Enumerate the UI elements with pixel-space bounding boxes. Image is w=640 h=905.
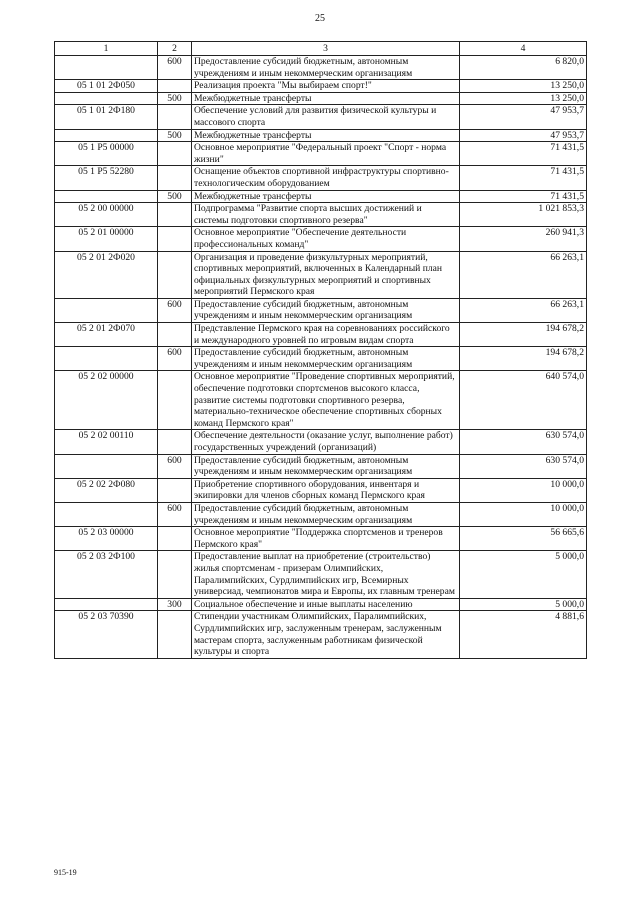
cell-sum: 630 574,0 — [460, 430, 587, 454]
cell-code: 05 2 03 2Ф100 — [55, 551, 158, 598]
cell-code: 05 1 P5 52280 — [55, 166, 158, 190]
cell-code — [55, 502, 158, 526]
table-row — [55, 142, 587, 166]
cell-expense-type — [158, 430, 192, 454]
cell-sum: 71 431,5 — [460, 166, 587, 190]
cell-name: Предоставление выплат на приобретение (строительство) жилья спортсменам - призерам Олимпийских, Паралимпийских, Сурдлимпийских игр, Всемирных универсиад, чемпионатов мира и Европы, их главным тренерам — [192, 551, 460, 598]
budget-table — [54, 41, 587, 659]
cell-sum: 71 431,5 — [460, 142, 587, 166]
table-row — [55, 527, 587, 551]
table-row — [55, 430, 587, 454]
cell-sum: 66 263,1 — [460, 298, 587, 322]
cell-expense-type: 500 — [158, 92, 192, 105]
table-row — [55, 203, 587, 227]
cell-code — [55, 298, 158, 322]
cell-name: Приобретение спортивного оборудования, инвентаря и экипировки для членов сборных команд Пермского края — [192, 478, 460, 502]
cell-sum: 1 021 853,3 — [460, 203, 587, 227]
cell-code: 05 2 01 00000 — [55, 227, 158, 251]
table-header — [55, 42, 587, 56]
cell-expense-type — [158, 142, 192, 166]
cell-name: Основное мероприятие "Обеспечение деятельности профессиональных команд" — [192, 227, 460, 251]
cell-sum: 10 000,0 — [460, 478, 587, 502]
cell-expense-type — [158, 251, 192, 298]
table-row — [55, 478, 587, 502]
cell-sum: 194 678,2 — [460, 323, 587, 347]
cell-expense-type — [158, 527, 192, 551]
cell-sum: 6 820,0 — [460, 56, 587, 80]
cell-expense-type: 600 — [158, 454, 192, 478]
page-number: 25 — [315, 13, 325, 24]
cell-code: 05 2 01 2Ф070 — [55, 323, 158, 347]
cell-name: Межбюджетные трансферты — [192, 129, 460, 142]
cell-code: 05 1 P5 00000 — [55, 142, 158, 166]
table-row — [55, 166, 587, 190]
table-row — [55, 598, 587, 611]
cell-name: Предоставление субсидий бюджетным, автономным учреждениям и иным некоммерческим организациям — [192, 502, 460, 526]
cell-sum: 640 574,0 — [460, 371, 587, 430]
cell-sum: 13 250,0 — [460, 92, 587, 105]
column-header-3: 3 — [192, 42, 460, 56]
cell-name: Межбюджетные трансферты — [192, 92, 460, 105]
cell-name: Социальное обеспечение и иные выплаты населению — [192, 598, 460, 611]
cell-sum: 260 941,3 — [460, 227, 587, 251]
cell-name: Основное мероприятие "Поддержка спортсменов и тренеров Пермского края" — [192, 527, 460, 551]
table-row — [55, 347, 587, 371]
table-row — [55, 551, 587, 598]
cell-expense-type — [158, 611, 192, 658]
header-row — [55, 42, 587, 56]
cell-expense-type — [158, 203, 192, 227]
cell-sum: 5 000,0 — [460, 551, 587, 598]
cell-name: Представление Пермского края на соревнованиях российского и международного уровней по игровым видам спорта — [192, 323, 460, 347]
cell-code: 05 2 01 2Ф020 — [55, 251, 158, 298]
cell-code — [55, 190, 158, 203]
cell-code — [55, 454, 158, 478]
cell-code — [55, 129, 158, 142]
cell-sum: 5 000,0 — [460, 598, 587, 611]
cell-expense-type: 600 — [158, 56, 192, 80]
cell-code: 05 1 01 2Ф180 — [55, 105, 158, 129]
table-row — [55, 227, 587, 251]
cell-code: 05 2 03 00000 — [55, 527, 158, 551]
table-row — [55, 105, 587, 129]
cell-expense-type — [158, 371, 192, 430]
cell-expense-type: 600 — [158, 502, 192, 526]
cell-code: 05 2 02 00000 — [55, 371, 158, 430]
cell-sum: 47 953,7 — [460, 105, 587, 129]
cell-name: Организация и проведение физкультурных мероприятий, спортивных мероприятий, включенных в Календарный план официальных физкультурных мероприятий и спортивных мероприятий Пермского края — [192, 251, 460, 298]
cell-name: Обеспечение условий для развития физической культуры и массового спорта — [192, 105, 460, 129]
cell-expense-type — [158, 80, 192, 93]
cell-sum: 47 953,7 — [460, 129, 587, 142]
cell-code — [55, 347, 158, 371]
cell-expense-type — [158, 227, 192, 251]
cell-name: Стипендии участникам Олимпийских, Паралимпийских, Сурдлимпийских игр, заслуженным тренерам, заслуженным мастерам спорта, заслуженным работникам физической культуры и спорта — [192, 611, 460, 658]
cell-expense-type: 500 — [158, 129, 192, 142]
cell-name: Предоставление субсидий бюджетным, автономным учреждениям и иным некоммерческим организациям — [192, 298, 460, 322]
cell-expense-type: 300 — [158, 598, 192, 611]
cell-sum: 194 678,2 — [460, 347, 587, 371]
cell-code: 05 2 02 00110 — [55, 430, 158, 454]
table-row — [55, 371, 587, 430]
table-row — [55, 92, 587, 105]
cell-name: Предоставление субсидий бюджетным, автономным учреждениям и иным некоммерческим организациям — [192, 347, 460, 371]
cell-sum: 56 665,6 — [460, 527, 587, 551]
table-row — [55, 454, 587, 478]
table-row — [55, 502, 587, 526]
cell-expense-type: 600 — [158, 298, 192, 322]
table-row — [55, 80, 587, 93]
table-row — [55, 251, 587, 298]
table-row — [55, 129, 587, 142]
cell-code — [55, 92, 158, 105]
column-header-1: 1 — [55, 42, 158, 56]
cell-sum: 71 431,5 — [460, 190, 587, 203]
cell-name: Основное мероприятие "Федеральный проект "Спорт - норма жизни" — [192, 142, 460, 166]
cell-name: Обеспечение деятельности (оказание услуг, выполнение работ) государственных учреждений (организаций) — [192, 430, 460, 454]
cell-code: 05 2 03 70390 — [55, 611, 158, 658]
cell-name: Основное мероприятие "Проведение спортивных мероприятий, обеспечение подготовки спортсменов высокого класса, развитие системы подготовки спортивного резерва, материально-техническое обеспечение спортивных сборных команд Пермского края" — [192, 371, 460, 430]
cell-name: Межбюджетные трансферты — [192, 190, 460, 203]
cell-sum: 630 574,0 — [460, 454, 587, 478]
cell-code — [55, 598, 158, 611]
cell-name: Предоставление субсидий бюджетным, автономным учреждениям и иным некоммерческим организациям — [192, 454, 460, 478]
cell-expense-type: 600 — [158, 347, 192, 371]
table-row — [55, 298, 587, 322]
cell-sum: 13 250,0 — [460, 80, 587, 93]
column-header-4: 4 — [460, 42, 587, 56]
cell-name: Подпрограмма "Развитие спорта высших достижений и системы подготовки спортивного резерва" — [192, 203, 460, 227]
table-row — [55, 56, 587, 80]
cell-code: 05 1 01 2Ф050 — [55, 80, 158, 93]
cell-expense-type — [158, 105, 192, 129]
cell-code: 05 2 02 2Ф080 — [55, 478, 158, 502]
cell-expense-type — [158, 478, 192, 502]
cell-sum: 10 000,0 — [460, 502, 587, 526]
table-row — [55, 611, 587, 658]
cell-code — [55, 56, 158, 80]
cell-expense-type: 500 — [158, 190, 192, 203]
cell-expense-type — [158, 323, 192, 347]
table-row — [55, 323, 587, 347]
cell-sum: 4 881,6 — [460, 611, 587, 658]
table-body — [55, 56, 587, 659]
cell-name: Реализация проекта "Мы выбираем спорт!" — [192, 80, 460, 93]
document-code: 915-19 — [54, 868, 77, 877]
cell-code: 05 2 00 00000 — [55, 203, 158, 227]
column-header-2: 2 — [158, 42, 192, 56]
cell-expense-type — [158, 551, 192, 598]
cell-sum: 66 263,1 — [460, 251, 587, 298]
cell-name: Предоставление субсидий бюджетным, автономным учреждениям и иным некоммерческим организациям — [192, 56, 460, 80]
cell-expense-type — [158, 166, 192, 190]
table-row — [55, 190, 587, 203]
cell-name: Оснащение объектов спортивной инфраструктуры спортивно-технологическим оборудованием — [192, 166, 460, 190]
